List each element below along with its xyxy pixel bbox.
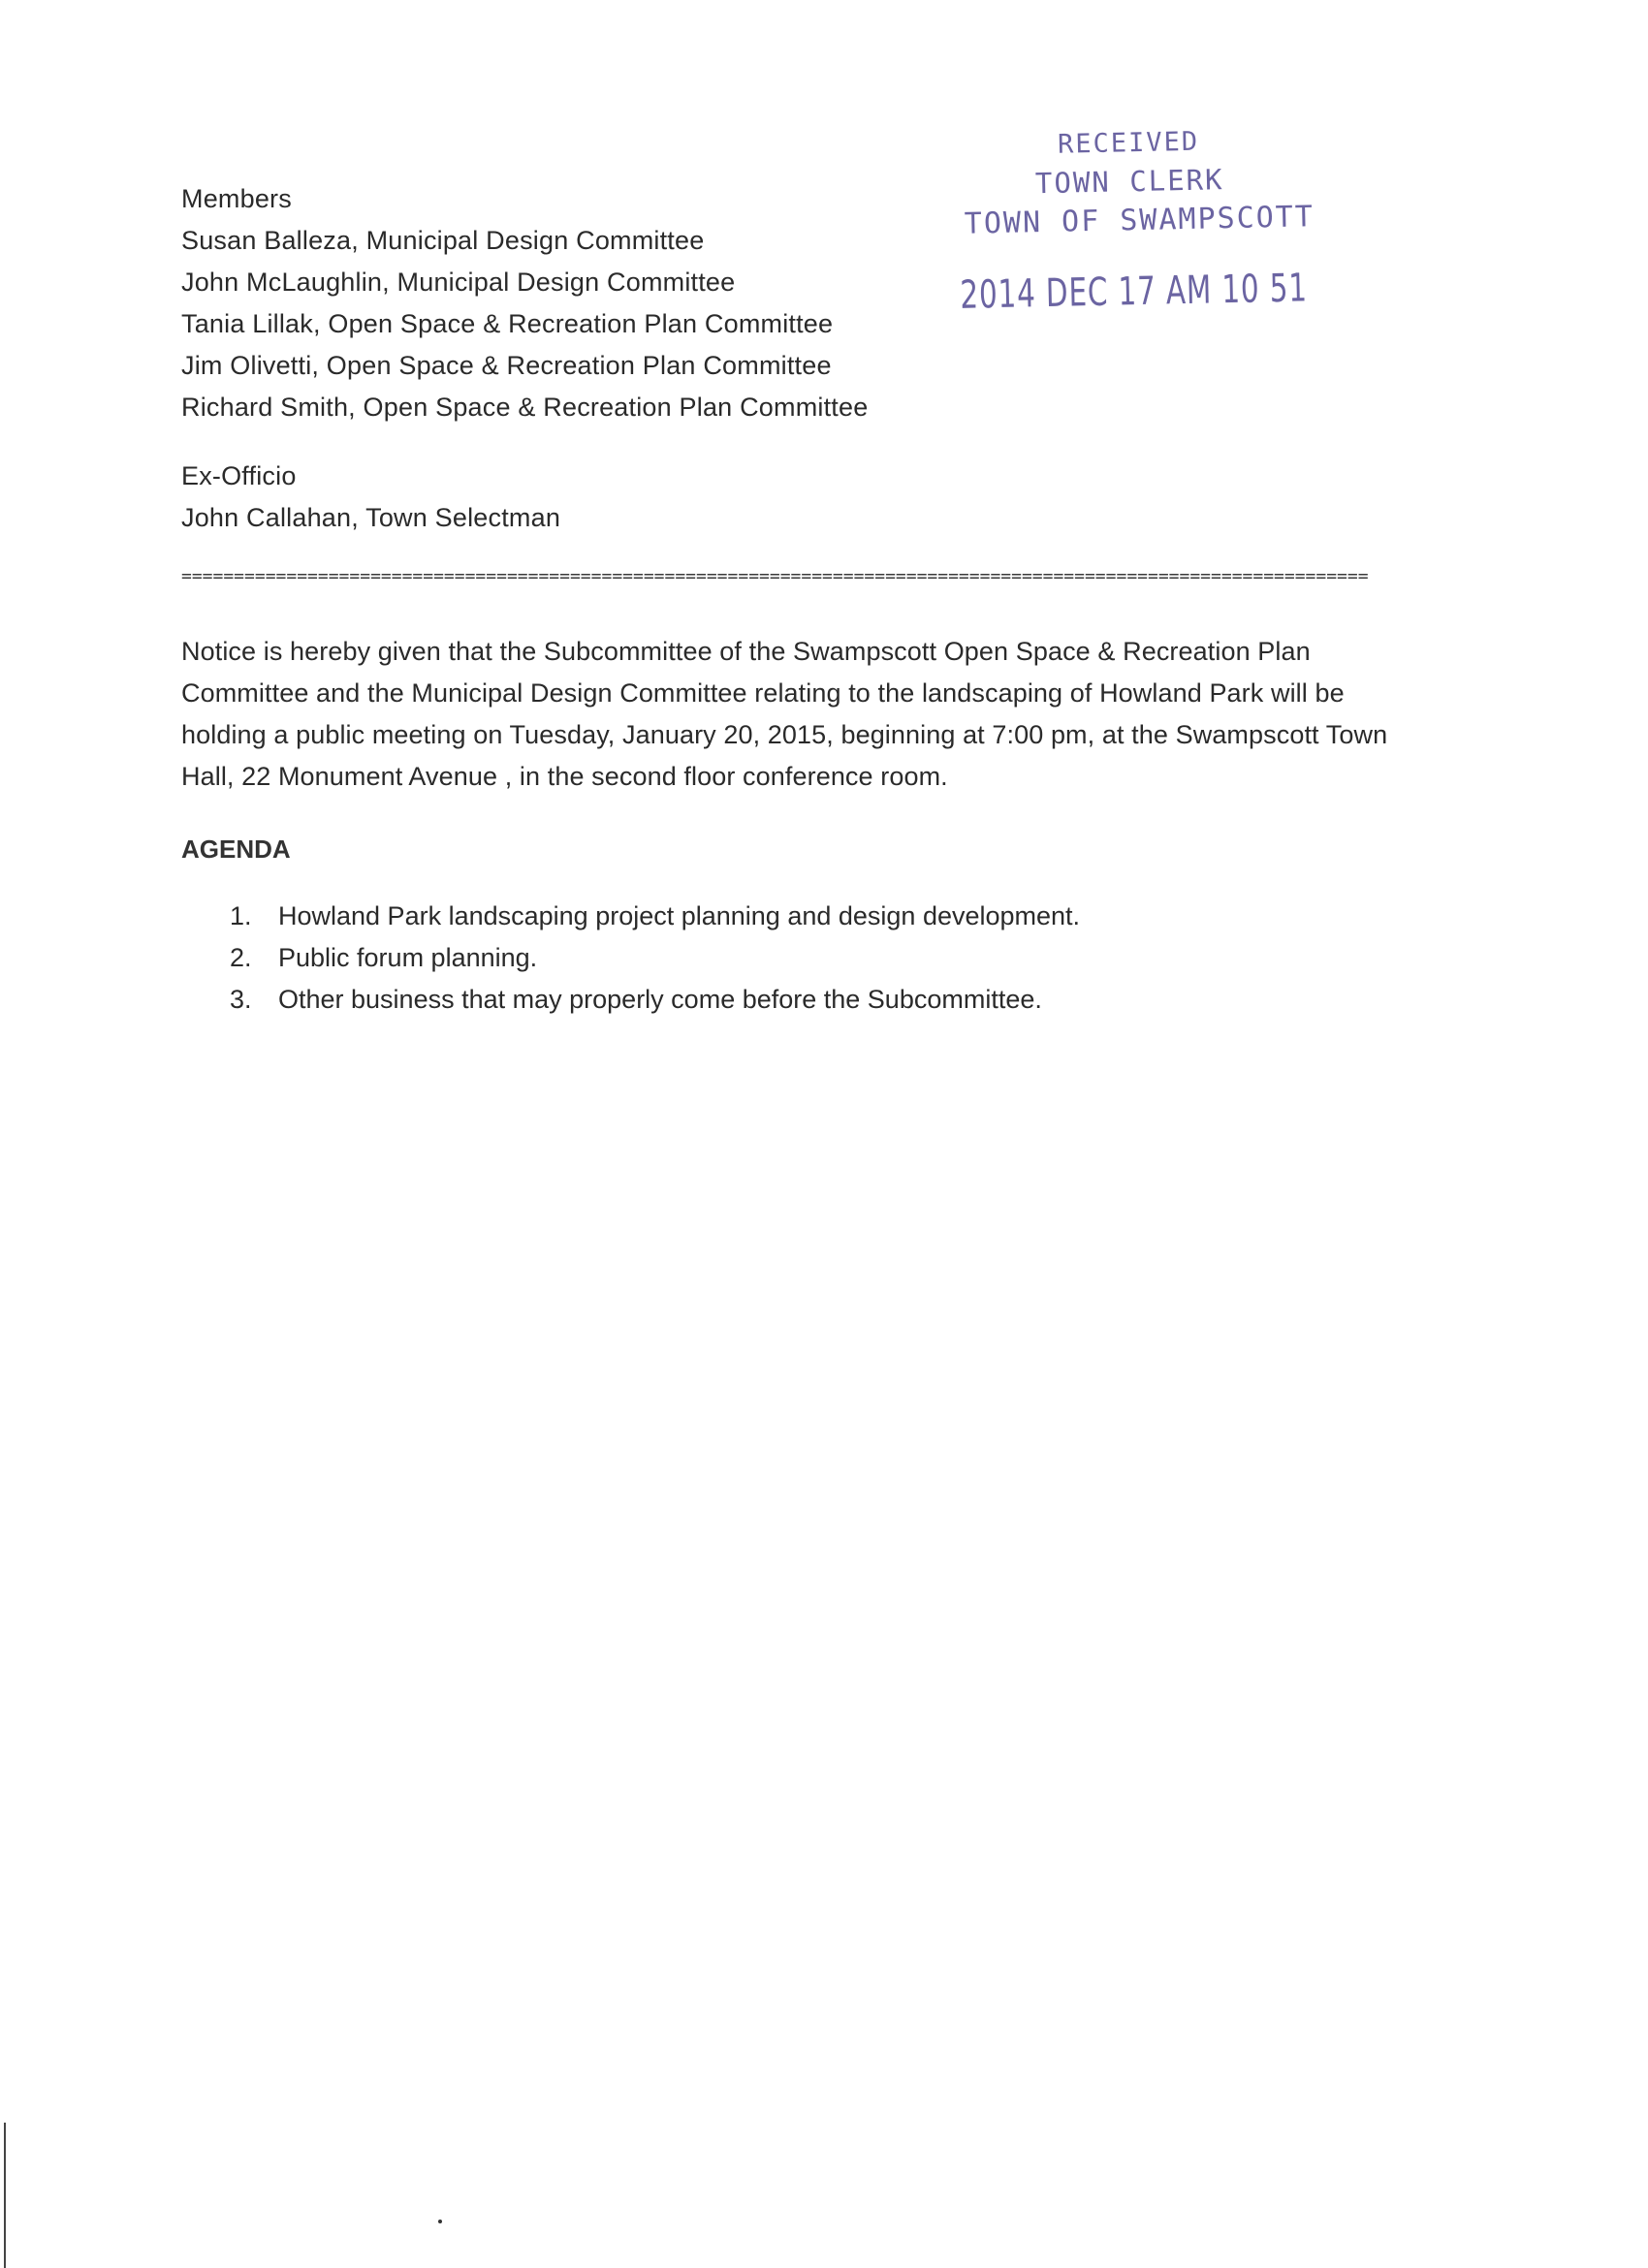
scan-edge-mark [4,2123,6,2268]
notice-line: holding a public meeting on Tuesday, January 20, 2015, beginning at 7:00 pm, at the Swampscott Town [181,720,1388,749]
member-item: Richard Smith, Open Space & Recreation Plan Committee [181,393,869,422]
agenda-heading: AGENDA [181,835,291,864]
agenda-item-text: Public forum planning. [278,943,538,972]
agenda-item-text: Other business that may properly come before the Subcommittee. [278,985,1042,1014]
notice-line: Notice is hereby given that the Subcommittee of the Swampscott Open Space & Recreation Plan [181,637,1311,666]
agenda-item-text: Howland Park landscaping project planning and design development. [278,901,1081,930]
stamp-received-text: RECEIVED [1057,126,1200,160]
agenda-item [181,979,1345,1021]
agenda-list [181,896,1345,1021]
stamp-town-clerk-text: TOWN CLERK [1034,163,1224,201]
agenda-item-number: 2. [230,943,252,972]
agenda-item-number: 1. [230,901,252,930]
member-item: Jim Olivetti, Open Space & Recreation Plan Committee [181,351,832,380]
ex-officio-section [181,456,918,539]
agenda-item [181,896,1345,937]
ex-officio-item: John Callahan, Town Selectman [181,503,561,532]
member-item: Susan Balleza, Municipal Design Committee [181,226,705,255]
stamp-datetime: 2014 DEC 17 AM 10 51 [959,266,1309,318]
scan-speck [438,2220,442,2223]
agenda-item-number: 3. [230,985,252,1014]
member-item: John McLaughlin, Municipal Design Committee [181,268,736,297]
divider-line: ================================================================================================================= [181,566,1369,586]
notice-line: Hall, 22 Monument Avenue , in the second floor conference room. [181,762,948,791]
stamp-town-text: TOWN OF SWAMPSCOTT [964,200,1315,241]
agenda-item [181,937,1345,979]
notice-paragraph [181,631,1451,798]
received-stamp [953,120,1326,341]
members-heading: Members [181,184,292,213]
members-section [181,178,918,428]
notice-line: Committee and the Municipal Design Committee relating to the landscaping of Howland Park will be [181,678,1345,708]
ex-officio-heading: Ex-Officio [181,461,297,490]
member-item: Tania Lillak, Open Space & Recreation Plan Committee [181,309,834,338]
